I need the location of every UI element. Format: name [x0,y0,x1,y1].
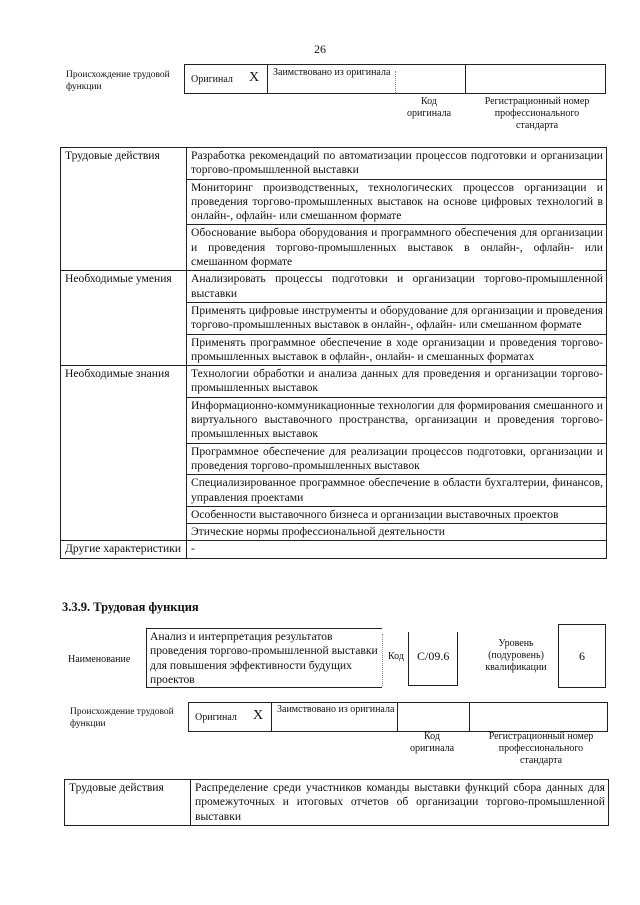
reg-number-caption: Регистрационный номер профессионального стандарта [488,731,594,766]
row-item: Обоснование выбора оборудования и программного обеспечения для организации и проведения торгово-промышленных выставок в онлайн-, офлайн- или смешанном формате [187,225,607,271]
row-item: Специализированное программное обеспечение в области бухгалтерии, финансов, управления проектами [187,475,607,507]
divider [397,703,398,731]
row-label: Необходимые знания [61,366,187,541]
name-label: Наименование [68,654,131,665]
page-number: 26 [314,42,326,56]
row-item: Анализировать процессы подготовки и организации торгово-промышленной выставки [187,271,607,303]
row-label: Трудовые действия [65,780,191,826]
origin-borrowed-option: Заимствовано из оригинала [277,704,395,715]
code-label: Код [388,651,404,662]
table-row [65,780,609,826]
origin-borrowed-option: Заимствовано из оригинала [273,67,391,78]
origin-label: Происхождение трудовой функции [70,707,174,729]
code-value: С/09.6 [417,649,450,663]
section-title: 3.3.9. Трудовая функция [62,600,199,614]
table-row [61,366,607,398]
name-box [146,628,382,688]
labor-actions-table [64,779,609,826]
origin-x-mark: X [253,708,264,723]
row-item: Мониторинг производственных, технологических процессов организации и проведения торгово-промышленных выставок на основе цифровых технологий в онлайн-, офлайн- или смешанном формате [187,179,607,225]
row-label: Трудовые действия [61,148,187,271]
table-row [61,148,607,180]
row-item: Применять программное обеспечение в ходе организации и проведения торгово-промышленных выставок в офлайн-, онлайн- и смешанных форматах [187,334,607,366]
code-original-caption: Код оригинала [409,731,455,754]
level-box [558,624,606,688]
origin-label: Происхождение трудовой функции [66,70,170,92]
row-item: - [187,541,607,558]
row-item: Программное обеспечение для реализации процессов подготовки, организации и проведения торгово-промышленных выставок [187,443,607,475]
level-value: 6 [579,649,585,663]
divider [465,65,466,93]
reg-number-caption: Регистрационный номер профессионального стандарта [484,96,590,131]
row-item: Разработка рекомендаций по автоматизации процессов подготовки и организации торгово-промышленной выставки [187,148,607,180]
table-row [61,541,607,558]
table-row [61,271,607,303]
origin-x-mark: X [249,70,260,85]
row-item: Особенности выставочного бизнеса и организации выставочных проектов [187,506,607,523]
code-box [408,632,458,686]
origin-original-option: Оригинал [195,712,237,723]
row-item: Этические нормы профессиональной деятельности [187,524,607,541]
function-name: Анализ и интерпретация результатов проведения торгово-промышленной выставки для повышения эффективности будущих проектов [150,630,378,686]
code-original-caption: Код оригинала [406,96,452,119]
row-label: Другие характеристики [61,541,187,558]
origin-box [188,702,608,732]
divider [382,634,383,686]
origin-box [184,64,606,94]
row-item: Применять цифровые инструменты и оборудование для организации и проведения торгово-промышленных выставок в онлайн-, офлайн- или смешанном формате [187,302,607,334]
row-label: Необходимые умения [61,271,187,366]
divider [469,703,470,731]
row-item: Информационно-коммуникационные технологии для формирования смешанного и виртуального выставочного пространства, организации и проведения торгово-промышленных выставок [187,397,607,443]
labor-function-table [60,147,607,559]
origin-original-option: Оригинал [191,74,233,85]
row-item: Распределение среди участников команды выставки функций сбора данных для промежуточных и итоговых отчетов об организации торгово-промышленной выставки [191,780,609,826]
divider [395,71,396,93]
divider [267,65,268,93]
row-item: Технологии обработки и анализа данных для проведения и организации торгово-промышленных выставок [187,366,607,398]
level-label: Уровень (подуровень) квалификации [485,638,547,673]
divider [271,703,272,731]
